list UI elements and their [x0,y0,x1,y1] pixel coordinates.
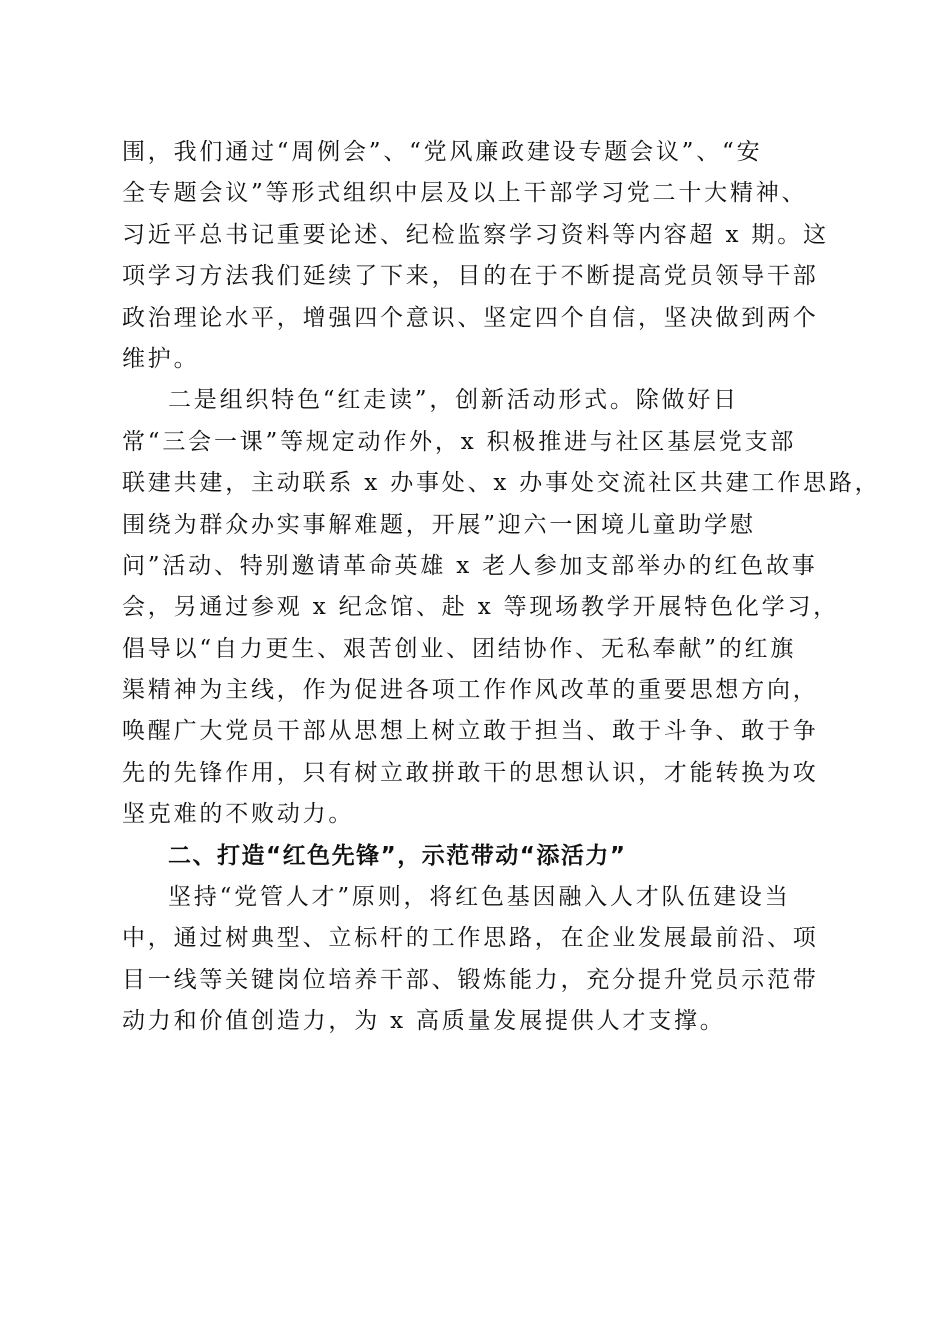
text-line: 围绕为群众办实事解难题，开展”迎六一困境儿童助学慰 [122,511,756,538]
text-line: 坚克难的不败动力。 [122,801,355,828]
text-line: 政治理论水平，增强四个意识、坚定四个自信，坚决做到两个 [122,304,819,331]
text-line: 问”活动、特别邀请革命英雄 x 老人参加支部举办的红色故事 [122,552,818,579]
text-line: 习近平总书记重要论述、纪检监察学习资料等内容超 x 期。这 [122,221,829,248]
text-line: 坚持“党管人才”原则，将红色基因融入人才队伍建设当 [168,884,791,911]
text-line: 围，我们通过“周例会”、“党风廉政建设专题会议”、“安 [122,139,763,165]
text-line: 联建共建，主动联系 x 办事处、x 办事处交流社区共建工作思路， [122,470,881,497]
paragraph-2 [122,380,881,835]
text-line: 会，另通过参观 x 纪念馆、赴 x 等现场教学开展特色化学习， [122,594,839,621]
section-heading: 二、打造“红色先锋”，示范带动“添活力” [168,842,627,869]
text-line: 项学习方法我们延续了下来，目的在于不断提高党员领导干部 [122,263,819,290]
text-line: 动力和价值创造力，为 x 高质量发展提供人才支撑。 [122,1008,726,1035]
text-line: 全专题会议”等形式组织中层及以上干部学习党二十大精神、 [122,180,808,207]
text-line: 渠精神为主线，作为促进各项工作作风改革的重要思想方向， [122,677,819,704]
text-line: 唤醒广大党员干部从思想上树立敢于担当、敢于斗争、敢于争 [122,718,819,745]
text-line: 先的先锋作用，只有树立敢拼敢干的思想认识，才能转换为攻 [122,759,819,786]
paragraph-1 [122,132,834,380]
text-line: 倡导以“自力更生、艰苦创业、团结协作、无私奉献”的红旗 [122,635,797,662]
text-line: 维护。 [122,345,200,372]
text-line: 中，通过树典型、立标杆的工作思路，在企业发展最前沿、项 [122,925,819,952]
text-line: 目一线等关键岗位培养干部、锻炼能力，充分提升党员示范带 [122,966,819,993]
document-body [122,132,881,1043]
paragraph-3 [122,877,834,1043]
text-line: 二是组织特色“红走读”，创新活动形式。除做好日 [168,387,739,414]
text-line: 常“三会一课”等规定动作外，x 积极推进与社区基层党支部 [122,428,797,455]
